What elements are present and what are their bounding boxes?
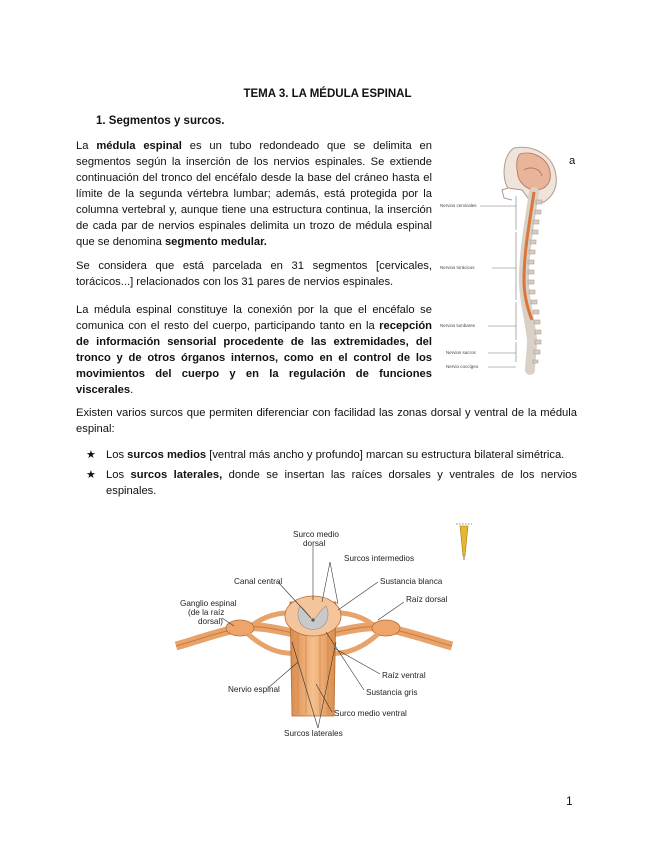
spine-label: Nervio coccígeo (446, 364, 479, 369)
spine-label: Nervios sacros (446, 350, 476, 355)
list-item-text (106, 449, 564, 461)
label-surcos-laterales: Surcos laterales (284, 729, 343, 738)
spine-label: Nervios cervicales (440, 203, 477, 208)
paragraph-1 (76, 138, 432, 250)
text-run: Los (106, 449, 128, 461)
text-run: donde se insertan las raíces dorsales y ventrales de los nervios espinales. (106, 469, 577, 497)
label-surco-medio-dorsal: Surco medio (293, 530, 339, 539)
label-sustancia-gris: Sustancia gris (366, 688, 418, 697)
bold-term: surcos medios (127, 449, 207, 461)
label-sustancia-blanca: Sustancia blanca (380, 577, 443, 586)
text-run: La (76, 140, 97, 152)
paragraph-2: Se considera que está parcelada en 31 segmentos [cervicales, torácicos...] relacionados con los 31 pares de nervios espinales. (76, 260, 432, 288)
bold-term: médula espinal (96, 140, 182, 152)
label-surco-medio-ventral: Surco medio ventral (334, 709, 407, 718)
section-heading: 1. Segmentos y surcos. (96, 115, 225, 127)
label-surco-medio-dorsal: dorsal (303, 539, 326, 548)
label-ganglio-espinal: (de la raíz (188, 608, 225, 617)
label-ganglio-espinal: dorsal) (198, 617, 224, 626)
label-surcos-intermedios: Surcos intermedios (344, 554, 415, 563)
spinal-cord-cross-section (168, 524, 458, 746)
text-run: Los (106, 469, 131, 481)
label-raiz-ventral: Raíz ventral (382, 671, 426, 680)
page-number: 1 (566, 794, 573, 808)
label-nervio-espinal: Nervio espinal (228, 685, 280, 694)
paragraph-3 (76, 302, 432, 398)
spine-illustration (436, 140, 572, 378)
page-title: TEMA 3. LA MÉDULA ESPINAL (243, 88, 412, 100)
text-run: La médula espinal constituye la conexión por la que el encéfalo se comunica con el resto del cuerpo, participando tanto en la (76, 304, 432, 332)
paragraph-4: Existen varios surcos que permiten diferenciar con facilidad las zonas dorsal y ventral de la médula espinal: (76, 407, 577, 435)
list-item (86, 447, 577, 463)
text-run: es un tubo redondeado que se delimita en segmentos según la inserción de los nervios espinales. Se extiende continuación del tronco del encéfalo desde la base del cráneo hasta el límite de la segunda vértebra lumbar; además, está protegida por la columna vertebral y, aunque tiene una estructura continua, la inserción de cada par de nervios espinales delimita un trozo de médula espinal que se denomina (76, 140, 432, 248)
spine-label: Nervios lumbares (440, 323, 476, 328)
star-bullet-icon: ★ (86, 469, 97, 481)
list-item (86, 467, 577, 499)
bold-term: recepción de información sensorial procedente de las extremidades, del tronco y de otros órganos internos, como en el control de los movimientos del cuerpo y en la regulación de funciones viscerales (76, 320, 432, 396)
bold-term: segmento medular. (164, 236, 267, 248)
text-run: [ventral más ancho y profundo] marcan su estructura bilateral simétrica. (206, 449, 565, 461)
label-ganglio-espinal: Ganglio espinal (180, 599, 237, 608)
label-canal-central: Canal central (234, 577, 283, 586)
stray-letter: a (569, 155, 576, 167)
text-run: . (130, 384, 134, 396)
bold-term: surcos laterales, (130, 469, 223, 481)
label-raiz-dorsal: Raíz dorsal (406, 595, 448, 604)
list-item-text (106, 469, 577, 497)
spine-label: Nervios torácicos (440, 265, 475, 270)
star-bullet-icon: ★ (86, 449, 97, 461)
sulcus-list (86, 447, 577, 503)
